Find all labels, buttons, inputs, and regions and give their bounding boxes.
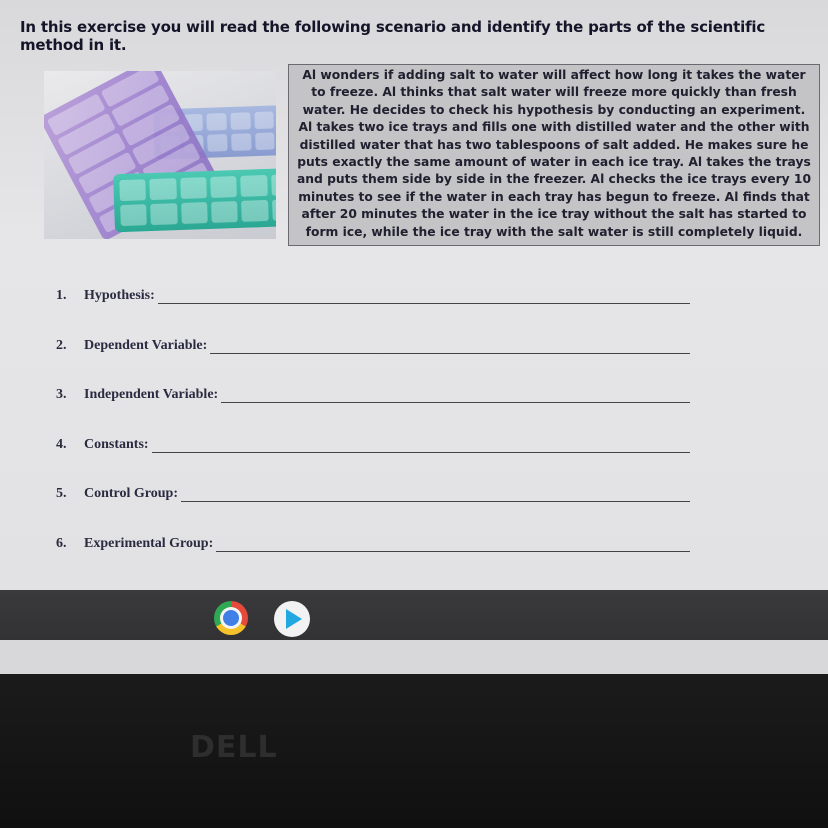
scenario-box	[288, 64, 820, 246]
question-label: Constants:	[84, 436, 149, 452]
question-number: 1.	[56, 288, 67, 303]
answer-line[interactable]	[181, 486, 690, 502]
question-number: 5.	[56, 486, 67, 501]
question-hypothesis	[56, 288, 696, 338]
question-label: Experimental Group:	[84, 535, 214, 551]
question-label: Independent Variable:	[84, 387, 219, 402]
chrome-icon[interactable]	[214, 601, 248, 635]
scenario-text: Al wonders if adding salt to water will affect how long it takes the water to freeze. Al thinks that salt water will freeze more quickly than fresh water. He decides to check his hypothesis by conducting an experiment. Al takes two ice trays and fills one with distilled water and the other with distilled water that has two tablespoons of salt added. He makes sure he puts exactly the same amount of water in each ice tray. Al takes the trays and puts them side by side in the freezer. Al checks the ice trays every 10 minutes to see if the water in each tray has begun to freeze. Al finds that after 20 minutes the water in the ice tray without the salt has started to form ice, while the ice tray with the salt water is still completely liquid.	[296, 68, 812, 239]
question-control-group	[56, 486, 696, 536]
question-list	[56, 288, 696, 585]
ice-trays-photo	[44, 71, 276, 239]
question-number: 3.	[56, 387, 67, 402]
play-store-icon[interactable]	[274, 601, 310, 637]
question-number: 4.	[56, 436, 67, 452]
question-constants	[56, 437, 696, 487]
question-number: 6.	[56, 535, 67, 551]
question-label: Dependent Variable:	[84, 337, 208, 353]
answer-line[interactable]	[221, 387, 690, 403]
monitor-bezel	[0, 674, 828, 828]
question-dependent-variable	[56, 338, 696, 388]
question-experimental-group	[56, 536, 696, 586]
answer-line[interactable]	[210, 338, 690, 354]
question-independent-variable	[56, 387, 696, 437]
green-ice-tray	[113, 168, 276, 233]
screen-bottom-strip	[0, 640, 828, 674]
instructions-text: In this exercise you will read the following scenario and identify the parts of the scientific method in it.	[20, 18, 766, 54]
answer-line[interactable]	[216, 536, 690, 552]
answer-line[interactable]	[158, 288, 690, 304]
taskbar	[0, 590, 828, 640]
question-label: Control Group:	[84, 486, 178, 501]
answer-line[interactable]	[152, 437, 690, 453]
question-number: 2.	[56, 337, 67, 353]
dell-logo: DELL	[190, 730, 278, 765]
question-label: Hypothesis:	[84, 288, 155, 303]
